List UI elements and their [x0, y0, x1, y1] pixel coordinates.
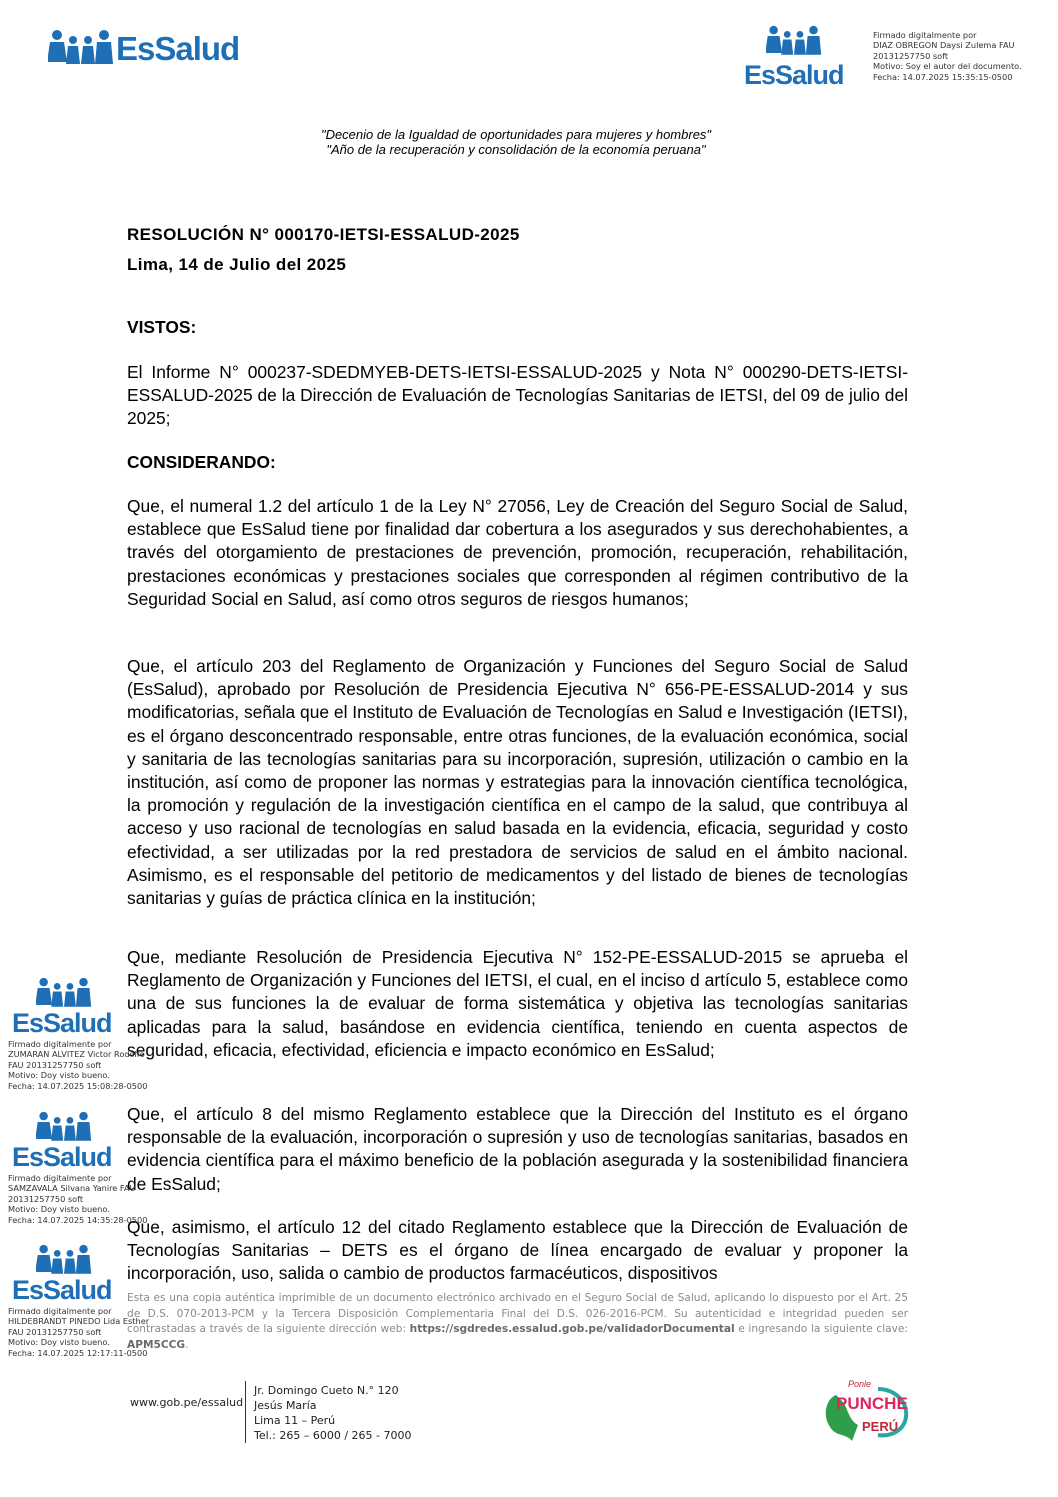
signature-line: HILDEBRANDT PINEDO Lida Esther [8, 1316, 150, 1327]
signature-line: DIAZ OBREGON Daysi Zulema FAU [873, 40, 1015, 51]
signature-line: Firmado digitalmente por [873, 30, 977, 40]
family-icon [36, 1243, 92, 1279]
signature-line: 20131257750 soft [873, 50, 949, 61]
signature-line: 20131257750 soft [8, 1193, 84, 1204]
signature-line: Fecha: 14.07.2025 12:17:11-0500 [8, 1347, 148, 1358]
address-line: Jesús María [254, 1399, 317, 1412]
signature-line: Fecha: 14.07.2025 15:35:15-0500 [873, 71, 1013, 82]
address-line: Lima 11 – Perú [254, 1414, 336, 1427]
family-icon [766, 24, 822, 60]
campaign-word: PERÚ [862, 1419, 899, 1434]
stamp-signature [8, 1039, 148, 1091]
signature-line: Motivo: Doy visto bueno. [8, 1070, 110, 1081]
ponle-punche-peru-logo [818, 1375, 910, 1447]
stamp-brand: EsSalud [12, 1275, 112, 1305]
campaign-word: Ponle [848, 1379, 872, 1389]
address-line: Tel.: 265 – 6000 / 265 - 7000 [254, 1429, 412, 1442]
family-icon [36, 976, 92, 1012]
paragraph: Que, el numeral 1.2 del artículo 1 de la Ley N° 27056, Ley de Creación del Seguro Social de Salud, establece que EsSalud tiene por finalidad dar cobertura a los asegurados y sus derechohabientes, a través del otorgamiento de prestaciones de prevención, promoción, recuperación, rehabilitación, prestaciones económicas y prestaciones sociales que corresponden al régimen contributivo de la Seguridad Social en Salud, así como otros seguros de riesgos humanos; [127, 496, 908, 609]
stamp-signature [8, 1306, 150, 1358]
considerando-heading: CONSIDERANDO: [127, 452, 276, 472]
signature-line: Motivo: Doy visto bueno. [8, 1204, 110, 1215]
notice-text: Esta es una copia auténtica imprimible de un documento electrónico archivado en el Seguro Social de Salud, aplicando lo dispuesto por el Art. 25 de D.S. 070-2013-PCM y la Tercera Disposición Complementaria Final del D.S. 026-2016-PCM. Su autenticidad e integridad pueden ser contrastadas a través de la siguiente dirección web: [127, 1292, 908, 1335]
stamp-brand: EsSalud [12, 1008, 112, 1038]
vistos-heading: VISTOS: [127, 317, 197, 337]
paragraph: Que, asimismo, el artículo 12 del citado Reglamento establece que la Dirección de Evaluación de Tecnologías Sanitarias – DETS es el órgano de línea encargado de evaluar y proponer la incorporación, uso, salida o cambio de productos farmacéuticos, dispositivos [127, 1217, 908, 1284]
paragraph: Que, el artículo 8 del mismo Reglamento establece que la Dirección del Instituto es el órgano responsable de la evaluación, incorporación o supresión y uso de tecnologías sanitarias, basados en evidencia científica para el máximo beneficio de la población asegurada y la sostenibilidad financiera de EsSalud; [127, 1104, 908, 1194]
signature-line: Motivo: Soy el autor del documento. [873, 61, 1022, 72]
signature-stamp [8, 976, 148, 1091]
resolution-title: RESOLUCIÓN N° 000170-IETSI-ESSALUD-2025 [127, 225, 520, 244]
considerando-paragraph-3 [127, 946, 908, 1062]
signature-line: FAU 20131257750 soft [8, 1326, 102, 1337]
signature-stamp [8, 1243, 150, 1358]
footer-divider [245, 1381, 246, 1443]
footer-address [254, 1383, 412, 1443]
family-icon [48, 28, 114, 70]
verification-key: APM5CCG [127, 1338, 186, 1351]
signature-line: Fecha: 14.07.2025 14:35:28-0500 [8, 1214, 148, 1225]
considerando-paragraph-2 [127, 655, 908, 910]
stamp-brand: EsSalud [12, 1142, 112, 1172]
vistos-text [127, 361, 908, 431]
paragraph: Que, el artículo 203 del Reglamento de Organización y Funciones del Seguro Social de Salud (EsSalud), aprobado por Resolución de Presidencia Ejecutiva N° 656-PE-ESSALUD-2014 y sus modificatorias, señala que el Instituto de Evaluación de Tecnologías en Salud e Investigación (IETSI), es el órgano desconcentrado responsable, entre otras funciones, de la evaluación económica, social y sanitaria de las tecnologías sanitarias para su incorporación, supresión, utilización o cambio en la institución, así como de proponer las normas y estrategias para la innovación científica tecnológica, la promoción y regulación de la investigación científica en el campo de la salud, que contribuya al acceso y uso racional de tecnologías en salud basada en la evidencia, eficacia, seguridad y costo efectividad, a ser utilizadas por la red prestadora de servicios de salud en el ámbito nacional. Asimismo, es el responsable del petitorio de medicamentos y del listado de bienes de tecnologías sanitarias y guías de práctica clínica en la institución; [127, 656, 908, 909]
family-icon [36, 1110, 92, 1146]
considerando-paragraph-1 [127, 495, 908, 611]
brand-name-secondary: EsSalud [744, 60, 844, 90]
considerando-paragraph-5 [127, 1216, 908, 1286]
header-digital-signature [873, 30, 1022, 82]
paragraph: Que, mediante Resolución de Presidencia Ejecutiva N° 152-PE-ESSALUD-2015 se aprueba el Reglamento de Organización y Funciones del IETSI, el cual, en el inciso d artículo 5, establece como una de sus funciones la de evaluar de forma sistemática y objetiva las tecnologías sanitarias aplicadas para la salud, basándose en evidencia científica, teniendo en cuenta aspectos de seguridad, eficacia, efectividad, eficiencia e impacto económico en EsSalud; [127, 947, 908, 1060]
essalud-logo-main [48, 26, 258, 76]
brand-name: EsSalud [116, 30, 240, 67]
signature-line: FAU 20131257750 soft [8, 1059, 102, 1070]
motto-line: "Año de la recuperación y consolidación de la economía peruana" [326, 142, 706, 157]
signature-line: Firmado digitalmente por [8, 1306, 112, 1316]
authenticity-notice [127, 1291, 908, 1353]
signature-line: ZUMARAN ALVITEZ Victor Rodolfo [8, 1049, 145, 1060]
signature-line: Motivo: Doy visto bueno. [8, 1337, 110, 1348]
signature-line: Firmado digitalmente por [8, 1039, 112, 1049]
campaign-word: PUNCHE [836, 1394, 908, 1413]
notice-text: . [185, 1338, 189, 1351]
validator-link[interactable]: https://sgdredes.essalud.gob.pe/validadorDocumental [409, 1323, 735, 1335]
footer-website[interactable]: www.gob.pe/essalud [130, 1396, 244, 1409]
notice-text: e ingresando la siguiente clave: [734, 1323, 908, 1335]
motto-line: "Decenio de la Igualdad de oportunidades para mujeres y hombres" [320, 127, 712, 142]
signature-line: SAMZAVALA Silvana Yanire FAU [8, 1183, 136, 1194]
resolution-date: Lima, 14 de Julio del 2025 [127, 255, 347, 274]
stamp-signature [8, 1173, 148, 1225]
signature-stamp [8, 1110, 148, 1225]
essalud-logo-secondary [744, 24, 844, 90]
considerando-paragraph-4 [127, 1103, 908, 1196]
mottos [0, 127, 1058, 157]
paragraph: El Informe N° 000237-SDEDMYEB-DETS-IETSI-ESSALUD-2025 y Nota N° 000290-DETS-IETSI-ESSALUD-2025 de la Dirección de Evaluación de Tecnologías Sanitarias de IETSI, del 09 de julio del 2025; [127, 362, 908, 429]
signature-line: Firmado digitalmente por [8, 1173, 112, 1183]
address-line: Jr. Domingo Cueto N.° 120 [254, 1384, 399, 1397]
signature-line: Fecha: 14.07.2025 15:08:28-0500 [8, 1080, 148, 1091]
